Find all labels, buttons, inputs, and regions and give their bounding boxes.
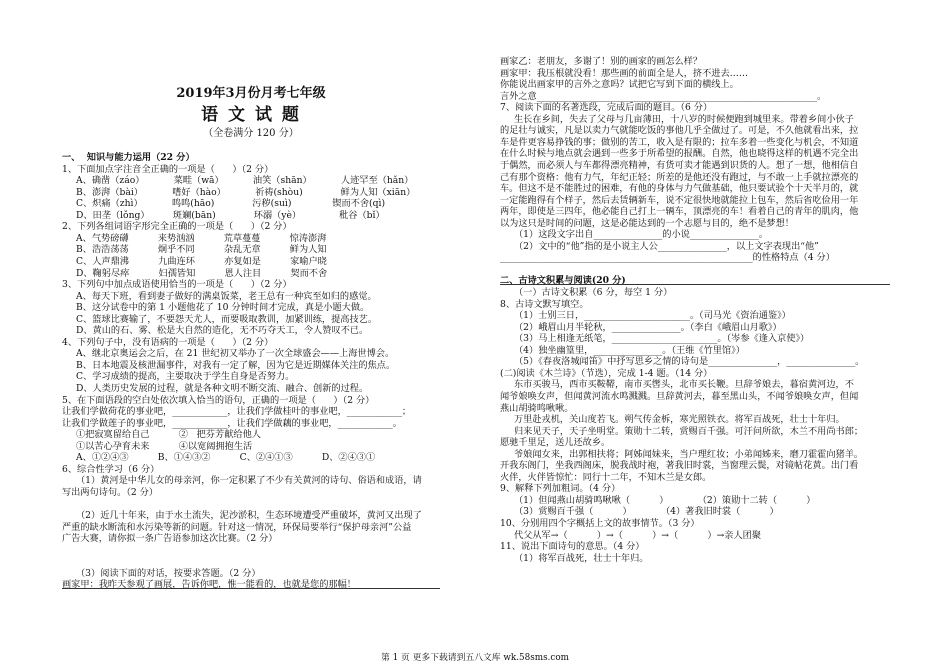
left-line: C、人声鼎沸 九曲连环 亦复如是 家喻户晓 [76, 255, 327, 267]
right-column [500, 0, 890, 672]
right-line: 己有那个资格：他有力气，年纪正轻；所差的是他还没有跑过，与不敢一上手就拉漂亮的 [500, 171, 859, 183]
left-line: A、①②④③ B、①④③② C、②④①③ D、②④③① [76, 452, 376, 464]
exam-title: 2019年3月份月考七年级 [176, 86, 326, 101]
section-divider [500, 284, 890, 285]
left-line: 让我们学做荷花的事业吧，____________，让我们学做桂叶的事业吧，____________； [62, 406, 412, 418]
right-line: 火伴，火伴皆惊忙：同行十二年，不知木兰是女郎。 [500, 471, 712, 483]
right-line: 车。但这不是不能胜过的困难，有他的身体与力气做基础，他只要试验个十天半月的，就 [500, 183, 859, 195]
right-line: 车是件更容易挣钱的事；做别的苦工，收入是有限的；拉车多着一些变化与机会，不知道 [500, 136, 859, 148]
left-line: 3、下列句中加点成语使用恰当的一项是（ ）（2 分） [62, 279, 292, 291]
left-column [62, 0, 440, 672]
right-line: 一定能跑得有个样子，然后去赁辆新车，说不定很快地就能拉上包车，然后省吃俭用一年 [500, 194, 859, 206]
right-line: 愿驰千里足，送儿还故乡。 [500, 437, 611, 449]
left-line: D、田垄（lǒng） 斑斓(bān) 环溺（yè） 秕谷（bǐ） [76, 209, 385, 221]
left-line: C、篮球比赛输了，不要怨天尤人，而要吸取教训，加紧训练，提高技艺。 [76, 313, 378, 325]
right-line: （1）这段文字出自_______________的小说_______________。 [514, 229, 768, 241]
right-line: （2）文中的“他”指的是小说主人公_______________，以上文字表现出“他” [514, 240, 819, 252]
right-line: 画家甲：我压根就没看！那些画的前面全是人，挤不进去…… [500, 67, 749, 79]
left-line: B、澎湃（bài） 嗜好（hào） 祈祷(shòu) 鲜为人知（xiān） [76, 186, 416, 198]
right-line: _______________________________________________________的性格特点（4 分） [500, 252, 835, 264]
left-line: 写出两句诗句。（2 分） [62, 486, 159, 498]
right-line: 归来见天子，天子坐明堂。策勋十二转，赏赐百千强。可汗问所欲，木兰不用尚书郎； [514, 425, 864, 437]
left-line: （3）阅读下面的对话，按要求答题。（2 分） [76, 567, 261, 579]
left-line: （2）近几十年来，由于水土流失，泥沙淤积，生态环境遭受严重破坏，黄河又出现了 [76, 510, 422, 522]
left-line: C、学习成绩的提高，主要取决于学生自身是否努力。 [76, 371, 295, 383]
left-line: 画家甲：我昨天参观了画展，告诉你吧，惟一能看的，也就是您的那幅！ [62, 579, 356, 591]
left-line: D、鞠躬尽瘁 妇孺皆知 恩人注目 契而不舍 [76, 267, 328, 279]
right-line: （5）《春夜洛城闻笛》中抒写思乡之情的诗句是_______________，_______________。 [514, 356, 865, 368]
right-line: 爷娘闻女来，出郭相扶将；阿姊闻妹来，当户理红妆；小弟闻姊来，磨刀霍霍向猪羊。 [514, 448, 864, 460]
left-line: ①以苦心孕育未来 ④以宽阔拥抱生活 [76, 440, 253, 452]
right-line: （3）马上相逢无纸笔，_______________________。（岑参《逢入京使》） [514, 333, 810, 345]
full-score-note: （全卷满分 120 分） [203, 128, 299, 139]
right-line: 10、分别用四个字概括上文的故事情节。（3 分） [500, 518, 700, 529]
right-line: 东市买骏马，西市买鞍鞯，南市买辔头，北市买长鞭。旦辞爷娘去，暮宿黄河边，不 [514, 379, 854, 391]
right-line: （1）将军百战死，壮士十年归。 [514, 552, 649, 564]
right-line: （3）赏赐百千强（ ） （4）著我旧时裳（ ） [514, 506, 779, 518]
left-line: D、黄山的石、雾、松是大自然的造化，无不巧夺天工，令人赞叹不已。 [76, 325, 369, 337]
left-line: 6、综合性学习（6 分） [62, 463, 160, 475]
left-line: ①把寂寞留给自己 ② 把芬芳献给他人 [76, 429, 261, 441]
right-line: 11、说出下面诗句的意思。（4 分） [500, 541, 645, 553]
right-line: 7、阅读下面的名著选段，完成后面的题目。（6 分） [500, 102, 713, 114]
right-line: 在什么时候与地点就会遇到一些多于所希望的报酬。自然，他也晓得这样的机遇不完全出 [500, 148, 859, 160]
left-line: 广告大赛，请你拟一条广告语参加这次比赛。（2 分） [62, 533, 278, 545]
right-line: 两年，即使是三四年，他必能自己打上一辆车，顶漂亮的车！看着自己的青年的肌肉，他 [500, 206, 859, 218]
right-line: 代父从军→（ ）→（ ）→（ ）→亲人团聚 [514, 529, 762, 541]
page-footer: 第 1 页 更多下载请到五八文库 wk.58sms.com [381, 653, 569, 663]
left-line: B、浩浩荡荡 炯乎不同 杂乱无章 鲜为人知 [76, 244, 327, 256]
right-line: （2）峨眉山月半轮秋，_______________。（李白《峨眉山月歌》） [514, 321, 782, 333]
right-line: 的足壮与诚实，凡是以卖力气就能吃饭的事他几乎全做过了。可是，不久他就看出来，拉 [500, 125, 859, 137]
right-line: （一）古诗文积累（6 分，每空 1 分） [514, 287, 673, 298]
right-line: 万里赴戎机，关山度若飞。朔气传金柝，寒光照铁衣。将军百战死，壮士十年归。 [514, 414, 845, 426]
right-line: 燕山胡骑鸣啾啾。 [500, 402, 574, 414]
right-line: 言外之意_____________________________________________________________。 [500, 90, 827, 102]
right-line: (二)阅读《木兰诗》（节选），完成 1-4 题。（14 分） [500, 367, 713, 379]
right-line: 9、解释下列加粗词。（4 分） [500, 483, 621, 495]
right-line: （1）但闻燕山胡骑鸣啾啾（ ） （2）策勋十二转（ ） [514, 494, 816, 506]
left-line: B、这分试卷中的第 1 小题他花了 10 分钟时间才完成，真是小题大做。 [76, 302, 370, 314]
left-line: 5、在下面语段的空白处依次填入恰当的语句，正确的一项是（ ）（2 分） [62, 394, 375, 406]
left-line: 4、下列句子中，没有语病的一项是（ ）（2 分） [62, 336, 274, 348]
right-line: 8、古诗文默写填空。 [500, 298, 589, 310]
left-line: A、每天下班，看到妻子做好的满桌饭菜，老王总有一种宾至如归的感觉。 [76, 290, 377, 302]
right-line: （4）独坐幽篁里，_______________。（王维《竹里馆》） [514, 344, 745, 356]
right-line: 开我东阁门，坐我西阁床，脱我战时袍，著我旧时裳，当窗理云鬓，对镜帖花黄。出门看 [500, 460, 859, 472]
left-line: 1、下面加点字注音全正确的一项是（ ）（2 分） [62, 163, 274, 175]
right-line: 以为这只是时间的问题，这是必能达到的一个志愿与目的，绝不是梦想！ [500, 217, 794, 229]
left-line: B、日本地震及核泄漏事件，对我有一定了解，因为它是近期媒体关注的焦点。 [76, 359, 396, 371]
right-line: （1）士别三日，_______________________。（司马光《资治通鉴》） [514, 310, 791, 322]
left-line: D、人类历史发展的过程，就是各种文明不断交流、融合、创新的过程。 [76, 383, 369, 394]
left-line: （1）黄河是中华儿女的母亲河，你一定积累了不少有关黄河的诗句、俗语和成语，请 [76, 475, 422, 487]
left-line: 2、下列各组词语字形完全正确的一项是（ ）（2 分） [62, 221, 292, 233]
left-line: A、继北京奥运会之后，在 21 世纪初又举办了一次全球盛会——上海世博会。 [76, 348, 395, 360]
right-line: 二、古诗文积累与阅读(20 分) [500, 275, 626, 287]
left-line: A、确凿（záo） 菜畦（wā） 油笑（shān） 人迹罕至（hǎn） [76, 175, 414, 187]
answer-rule [62, 588, 440, 589]
left-line: 一、 知识与能力运用（22 分） [62, 152, 195, 163]
right-line: 于偶然，而必须人与车都得漂亮精神，有货可卖才能遇到识货的人。想了一想，他相信自 [500, 159, 859, 171]
subject-title: 语 文 试 题 [201, 105, 301, 125]
left-line: C、炽痛（zhì） 鸣鸣(hāo) 污秽(suì) 锲而不舍(qì) [76, 198, 386, 210]
right-line: 画家乙：老朋友，多谢了！别的画家的画怎么样？ [500, 56, 703, 67]
left-line: A、气势磅礴 来势汹汹 荒草蔓蔓 惊涛澎湃 [76, 232, 327, 244]
left-line: 让我们学做莲子的事业吧，____________，让我们学做藕的事业吧，____________。 [62, 417, 402, 429]
right-line: 闻爷娘唤女声，但闻黄河流水鸣溅溅。旦辞黄河去，暮至黑山头，不闻爷娘唤女声，但闻 [500, 390, 859, 402]
right-line: 生长在乡间，失去了父母与几亩薄田，十八岁的时候便跑到城里来。带着乡间小伙子 [514, 113, 854, 125]
left-line: 严重的缺水断流和水污染等新的问题。针对这一情况，环保局要举行“保护母亲河”公益 [62, 521, 412, 533]
right-line: 你能说出画家甲的言外之意吗？试把它写到下面的横线上。 [500, 79, 739, 91]
